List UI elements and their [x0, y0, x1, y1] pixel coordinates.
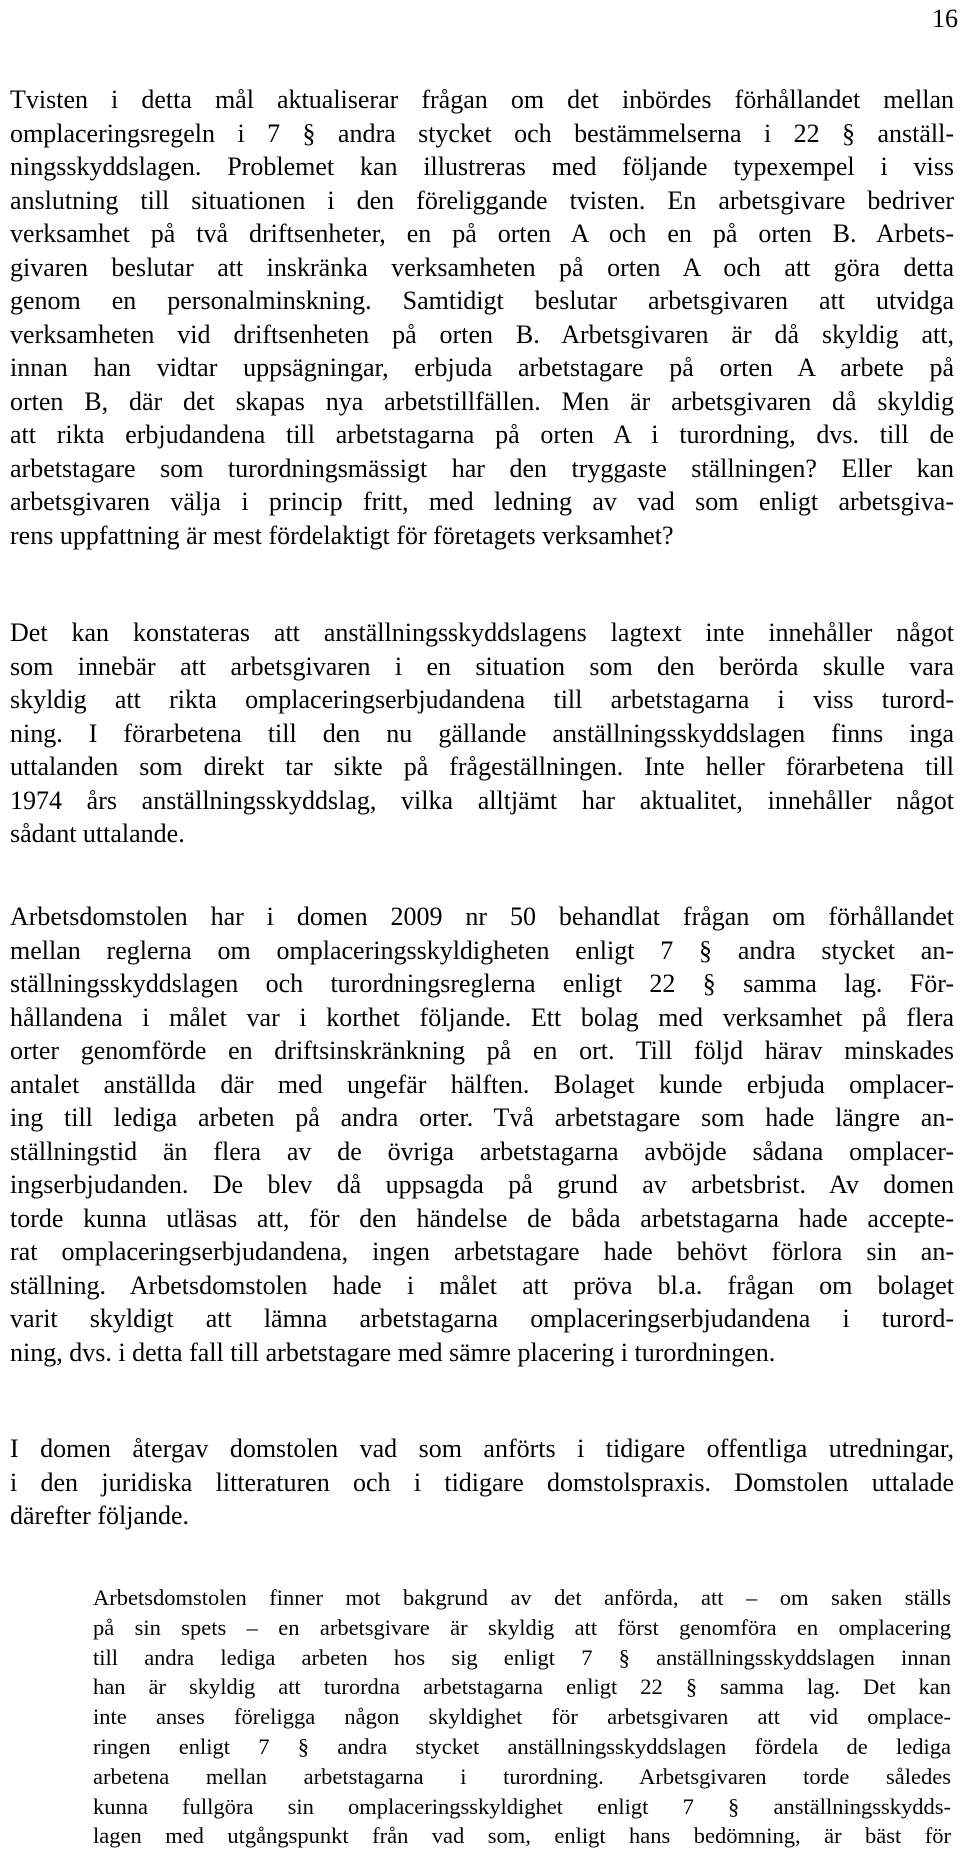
text-line: anslutning till situationen i den föreliggande tvisten. En arbetsgivare bedriver	[10, 185, 954, 215]
text-line: rens uppfattning är mest fördelaktigt för företagets verksamhet?	[10, 520, 674, 550]
text-line: att rikta erbjudandena till arbetstagarna på orten A i turordning, dvs. till de	[10, 420, 954, 449]
quote-line: på sin spets – en arbetsgivare är skyldig att först genomföra en omplacering	[93, 1614, 951, 1640]
text-line: 1974 års anställningsskyddslag, vilka alltjämt har aktualitet, innehåller något	[10, 785, 954, 815]
text-line: rat omplaceringserbjudandena, ingen arbetstagare hade behövt förlora sin an-	[10, 1237, 954, 1266]
text-line: verksamhet på två driftsenheter, en på orten A och en på orten B. Arbets-	[10, 219, 954, 248]
text-line: som innebär att arbetsgivaren i en situation som den berörda skulle vara	[10, 651, 954, 681]
text-line: ningsskyddslagen. Problemet kan illustreras med följande typexempel i viss	[10, 152, 954, 181]
text-line: mellan reglerna om omplaceringsskyldigheten enligt 7 § andra stycket an-	[10, 935, 954, 965]
text-line: sådant uttalande.	[10, 819, 185, 848]
text-line: ställning. Arbetsdomstolen hade i målet att pröva bl.a. frågan om bolaget	[10, 1270, 954, 1300]
quote-line: inte anses föreligga någon skyldighet för arbetsgivaren att vid omplace-	[93, 1704, 951, 1730]
text-line: arbetsgivaren välja i princip fritt, med ledning av vad som enligt arbetsgiva-	[10, 487, 954, 516]
text-line: omplaceringsregeln i 7 § andra stycket och bestämmelserna i 22 § anställ-	[10, 118, 954, 148]
text-line: Arbetsdomstolen har i domen 2009 nr 50 behandlat frågan om förhållandet	[10, 902, 954, 931]
text-line: hållandena i målet var i korthet följande. Ett bolag med verksamhet på flera	[10, 1002, 954, 1032]
text-line: ställningstid än flera av de övriga arbetstagarna avböjde sådana omplacer-	[10, 1136, 954, 1166]
text-line: arbetstagare som turordningsmässigt har den tryggaste ställningen? Eller kan	[10, 453, 954, 483]
text-line: ning, dvs. i detta fall till arbetstagare med sämre placering i turordningen.	[10, 1337, 776, 1367]
text-line: i den juridiska litteraturen och i tidigare domstolspraxis. Domstolen uttalade	[10, 1467, 954, 1497]
text-line: ning. I förarbetena till den nu gällande anställningsskyddslagen finns inga	[10, 718, 954, 748]
paragraph-3	[10, 900, 954, 1369]
quote-line: till andra lediga arbeten hos sig enligt 7 § anställningsskyddslagen innan	[93, 1644, 951, 1670]
text-line: ing till lediga arbeten på andra orter. Två arbetstagare som hade längre an-	[10, 1103, 954, 1132]
text-line: varit skyldigt att lämna arbetstagarna omplaceringserbjudandena i turord-	[10, 1304, 954, 1333]
text-line: torde kunna utläsas att, för den händelse de båda arbetstagarna hade accepte-	[10, 1203, 954, 1233]
text-line: Det kan konstateras att anställningsskyddslagens lagtext inte innehåller något	[10, 618, 954, 647]
text-line: uttalanden som direkt tar sikte på frågeställningen. Inte heller förarbetena till	[10, 752, 954, 781]
text-line: genom en personalminskning. Samtidigt beslutar arbetsgivaren att utvidga	[10, 286, 954, 315]
quote-line: kunna fullgöra sin omplaceringsskyldighet enligt 7 § anställningsskydds-	[93, 1793, 951, 1819]
text-line: verksamheten vid driftsenheten på orten B. Arbetsgivaren är då skyldig att,	[10, 319, 954, 349]
paragraph-2	[10, 616, 954, 851]
quote-line: han är skyldig att turordna arbetstagarna enligt 22 § samma lag. Det kan	[93, 1674, 951, 1700]
paragraph-4	[10, 1432, 954, 1533]
text-line: ingserbjudanden. De blev då uppsagda på grund av arbetsbrist. Av domen	[10, 1170, 954, 1199]
text-line: orter genomförde en driftsinskränkning på en ort. Till följd härav minskades	[10, 1036, 954, 1065]
page-number: 16	[932, 4, 958, 33]
text-line: ställningsskyddslagen och turordningsreglerna enligt 22 § samma lag. För-	[10, 969, 954, 998]
quote-line: Arbetsdomstolen finner mot bakgrund av det anförda, att – om saken ställs	[93, 1585, 951, 1610]
block-quote	[93, 1583, 951, 1851]
quote-line: lagen med utgångspunkt från vad som, enligt hans bedömning, är bäst för	[93, 1823, 951, 1849]
quote-line: ringen enligt 7 § andra stycket anställningsskyddslagen fördela de lediga	[93, 1733, 951, 1759]
paragraph-1	[10, 83, 954, 552]
text-line: orten B, där det skapas nya arbetstillfällen. Men är arbetsgivaren då skyldig	[10, 386, 954, 416]
text-line: Tvisten i detta mål aktualiserar frågan om det inbördes förhållandet mellan	[10, 85, 954, 114]
text-line: innan han vidtar uppsägningar, erbjuda arbetstagare på orten A arbete på	[10, 353, 954, 382]
text-line: I domen återgav domstolen vad som anförts i tidigare offentliga utredningar,	[10, 1434, 954, 1463]
text-line: givaren beslutar att inskränka verksamheten på orten A och att göra detta	[10, 252, 954, 282]
text-line: antalet anställda där med ungefär hälften. Bolaget kunde erbjuda omplacer-	[10, 1069, 954, 1099]
text-line: skyldig att rikta omplaceringserbjudandena till arbetstagarna i viss turord-	[10, 685, 954, 714]
quote-line: arbetena mellan arbetstagarna i turordning. Arbetsgivaren torde således	[93, 1763, 951, 1789]
text-line: därefter följande.	[10, 1501, 190, 1530]
